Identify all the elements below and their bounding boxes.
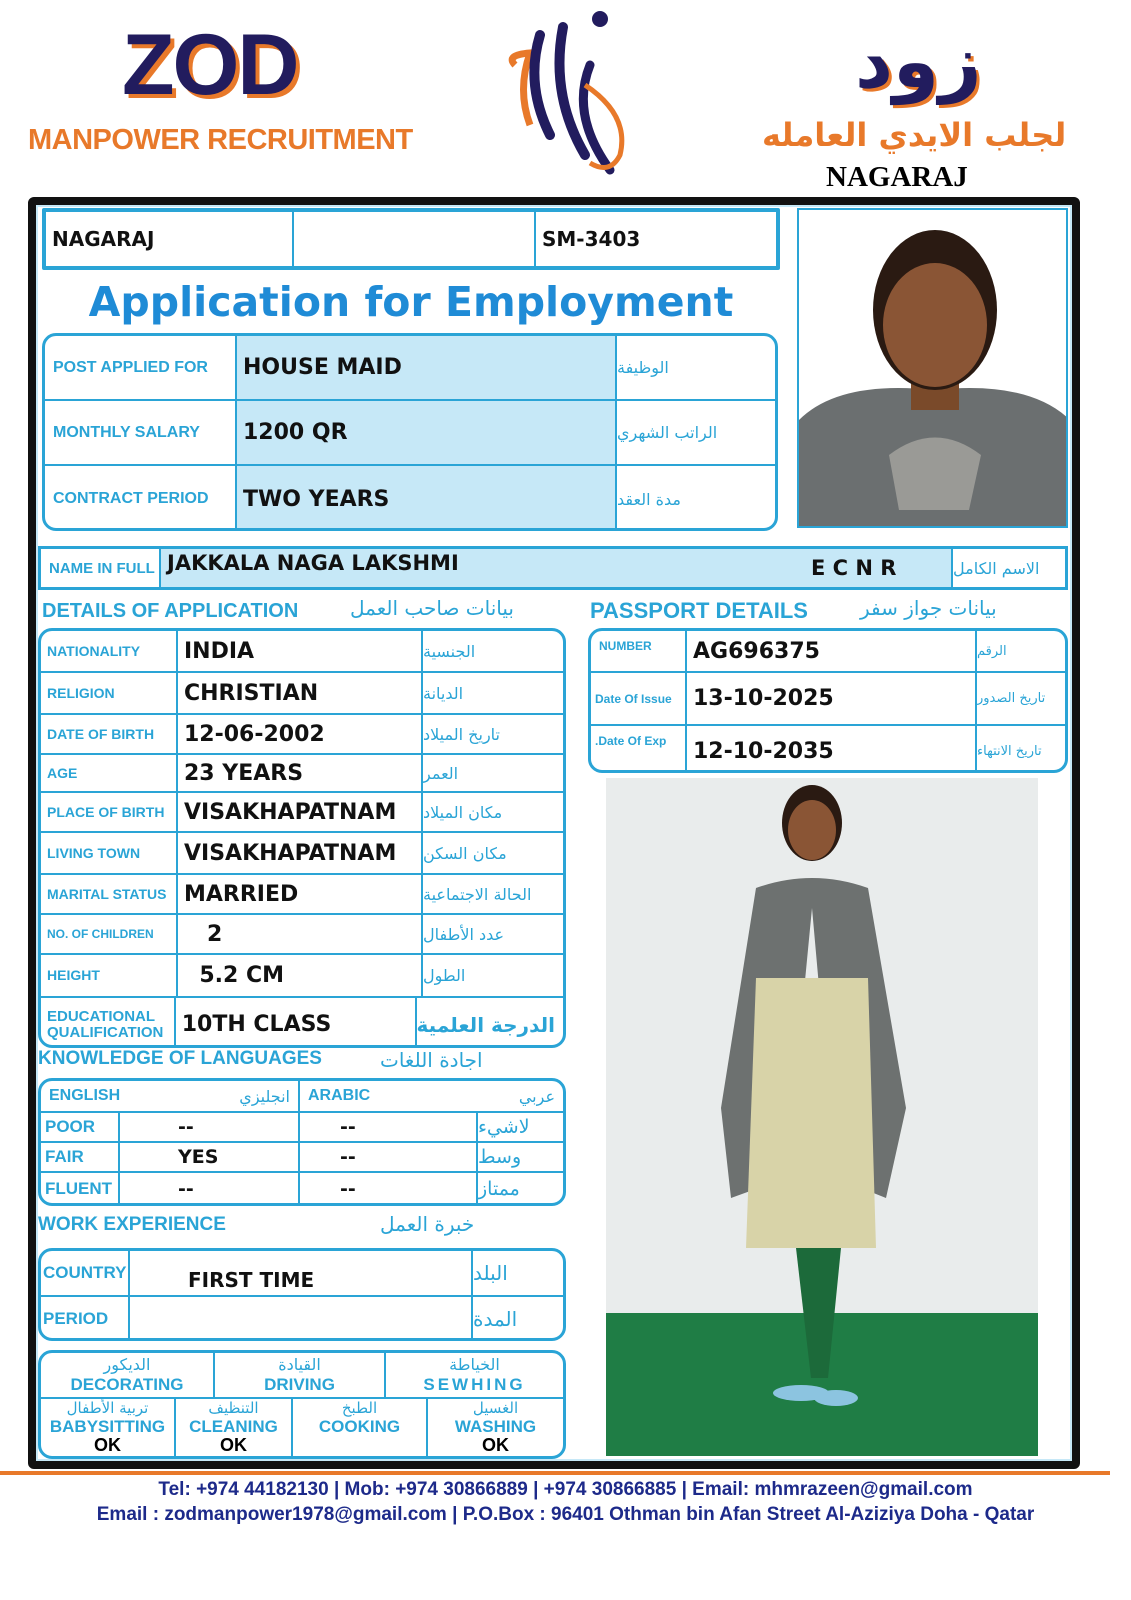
- details-value: 23 YEARS: [178, 755, 423, 791]
- arabic-label: ARABIC: [308, 1087, 371, 1104]
- country-row: [41, 1251, 563, 1297]
- salary-row: [45, 401, 775, 466]
- passport-ar: تاريخ الصدور: [977, 691, 1046, 706]
- work-title: WORK EXPERIENCE: [38, 1214, 226, 1235]
- top-middle: [294, 212, 536, 266]
- work-title-ar: خبرة العمل: [380, 1212, 475, 1236]
- details-label: RELIGION: [41, 673, 178, 713]
- brand-logo-arabic: زود: [855, 19, 982, 105]
- languages-header-row: [41, 1081, 563, 1113]
- details-ar: الحالة الاجتماعية: [423, 884, 532, 904]
- salary-ar: الراتب الشهري: [617, 423, 718, 442]
- salary-value: 1200 QR: [237, 401, 617, 464]
- passport-title: PASSPORT DETAILS: [590, 598, 808, 623]
- details-row: [41, 715, 563, 755]
- skill-value: OK: [482, 1435, 509, 1455]
- skill-label: DECORATING: [70, 1375, 184, 1394]
- post-ar: الوظيفة: [617, 358, 669, 377]
- ecnr-label: E C N R: [811, 556, 897, 580]
- details-value: VISAKHAPATNAM: [178, 833, 423, 873]
- skill-label: BABYSITTING: [49, 1417, 166, 1436]
- language-level-ar: ممتاز: [478, 1178, 520, 1200]
- details-value: 10TH CLASS: [176, 998, 417, 1048]
- country-value: FIRST TIME: [130, 1251, 473, 1295]
- passport-ar: تاريخ الانتهاء: [977, 743, 1042, 759]
- details-value: 2: [178, 915, 423, 953]
- details-row: [41, 875, 563, 915]
- english-level-value: --: [120, 1113, 300, 1141]
- skills-table: [38, 1350, 566, 1459]
- language-row: [41, 1173, 563, 1205]
- language-level-ar: وسط: [478, 1146, 522, 1168]
- details-row: [41, 755, 563, 793]
- passport-value: 13-10-2025: [687, 673, 977, 724]
- contract-row: [45, 466, 775, 531]
- skills-row: [41, 1353, 563, 1399]
- details-label: EDUCATIONAL QUALIFICATION: [41, 998, 176, 1048]
- arabic-ar: عربي: [518, 1086, 555, 1106]
- contract-label: CONTRACT PERIOD: [45, 466, 237, 531]
- contract-ar: مدة العقد: [617, 489, 681, 509]
- arabic-level-value: --: [300, 1143, 478, 1171]
- footer-contact-line1: Tel: +974 44182130 | Mob: +974 30866889 | +974 30866885 | Email: mhmrazeen@gmail.com: [158, 1479, 973, 1500]
- logo-icon: [495, 5, 645, 175]
- top-code: SM-3403: [542, 227, 641, 251]
- passport-table: [588, 628, 1068, 773]
- passport-value: 12-10-2035: [687, 726, 977, 773]
- post-row: [45, 336, 775, 401]
- passport-row: [591, 631, 1065, 673]
- name-ar: الاسم الكامل: [951, 549, 1065, 587]
- language-row: [41, 1113, 563, 1143]
- english-level-value: --: [120, 1173, 300, 1205]
- arabic-level-value: --: [300, 1173, 478, 1205]
- details-row: [41, 631, 563, 673]
- details-value: 12-06-2002: [178, 715, 423, 753]
- english-label: ENGLISH: [49, 1087, 121, 1104]
- name-row: [38, 546, 1068, 590]
- skill-label: WASHING: [454, 1417, 537, 1436]
- details-value: CHRISTIAN: [178, 673, 423, 713]
- passport-label: Date Of Issue: [591, 673, 687, 724]
- english-header: [41, 1081, 300, 1111]
- full-body-photo: [606, 778, 1038, 1456]
- skills-row: [41, 1399, 563, 1456]
- details-ar: الطول: [423, 966, 466, 985]
- details-title: DETAILS OF APPLICATION: [42, 600, 299, 622]
- skill-cell: [293, 1399, 428, 1456]
- top-row: [42, 208, 780, 270]
- details-ar: عدد الأطفال: [423, 924, 505, 944]
- passport-label: NUMBER: [591, 631, 687, 671]
- skill-cell: [386, 1353, 563, 1397]
- skill-ar: تربية الأطفال: [66, 1399, 149, 1417]
- period-row: [41, 1297, 563, 1341]
- skill-ar: القيادة: [278, 1355, 321, 1374]
- details-title-ar: بيانات صاحب العمل: [350, 596, 514, 620]
- details-label: DATE OF BIRTH: [41, 715, 178, 753]
- skill-label: SEWHING: [423, 1375, 526, 1394]
- country-ar: البلد: [473, 1261, 508, 1285]
- details-ar: الدرجة العلمية: [416, 1012, 555, 1037]
- brand-subtitle: MANPOWER RECRUITMENT: [28, 124, 413, 156]
- language-level: FLUENT: [41, 1173, 120, 1205]
- details-value: 5.2 CM: [178, 955, 423, 996]
- details-row: [41, 673, 563, 715]
- passport-row: [591, 726, 1065, 773]
- top-name: NAGARAJ: [46, 212, 294, 266]
- name-label: NAME IN FULL: [41, 549, 161, 587]
- language-level-ar: لاشيء: [478, 1116, 530, 1138]
- brand-logo-text: ZOD: [122, 17, 298, 113]
- portrait-photo: [797, 208, 1068, 528]
- skill-value: OK: [94, 1435, 121, 1455]
- skill-label: DRIVING: [264, 1375, 335, 1394]
- details-label: AGE: [41, 755, 178, 791]
- details-row: [41, 998, 563, 1048]
- english-level-value: YES: [120, 1143, 300, 1171]
- details-label: PLACE OF BIRTH: [41, 793, 178, 831]
- passport-label: .Date Of Exp: [591, 726, 687, 773]
- details-value: MARRIED: [178, 875, 423, 913]
- passport-row: [591, 673, 1065, 726]
- language-row: [41, 1143, 563, 1173]
- country-label: COUNTRY: [41, 1251, 130, 1295]
- details-row: [41, 793, 563, 833]
- details-label: LIVING TOWN: [41, 833, 178, 873]
- skill-ar: التنظيف: [208, 1399, 259, 1417]
- details-row: [41, 833, 563, 875]
- english-ar: انجليزي: [239, 1086, 290, 1106]
- languages-title: KNOWLEDGE OF LANGUAGES: [38, 1048, 322, 1069]
- salary-label: MONTHLY SALARY: [45, 401, 237, 464]
- details-label: NATIONALITY: [41, 631, 178, 671]
- brand-subtitle-arabic: لجلب الايدي العامله: [762, 116, 1067, 154]
- skill-cell: [41, 1399, 176, 1456]
- details-label: HEIGHT: [41, 955, 178, 996]
- skill-ar: الخياطة: [449, 1355, 500, 1374]
- language-level: FAIR: [41, 1143, 120, 1171]
- period-value: [130, 1297, 473, 1341]
- form-title: Application for Employment: [88, 278, 734, 326]
- skill-cell: [215, 1353, 386, 1397]
- name-value: JAKKALA NAGA LAKSHMI: [167, 551, 459, 575]
- details-ar: مكان الميلاد: [423, 802, 503, 822]
- details-ar: العمر: [423, 763, 459, 783]
- skill-value: OK: [220, 1435, 247, 1455]
- languages-title-ar: اجادة اللغات: [380, 1048, 483, 1072]
- arabic-level-value: --: [300, 1113, 478, 1141]
- skill-ar: الغسيل: [472, 1399, 519, 1417]
- details-value: INDIA: [178, 631, 423, 671]
- details-value: VISAKHAPATNAM: [178, 793, 423, 831]
- work-table: [38, 1248, 566, 1341]
- post-value: HOUSE MAID: [237, 336, 617, 399]
- passport-value: AG696375: [687, 631, 977, 671]
- footer-contact-line2: Email : zodmanpower1978@gmail.com | P.O.Box : 96401 Othman bin Afan Street Al-Aziziya Doha - Qatar: [96, 1504, 1035, 1525]
- skill-cell: [428, 1399, 563, 1456]
- skill-ar: الديكور: [103, 1355, 151, 1374]
- agent-name: NAGARAJ: [826, 161, 968, 193]
- contract-value: TWO YEARS: [237, 466, 617, 531]
- details-row: [41, 955, 563, 998]
- details-ar: مكان السكن: [423, 843, 507, 863]
- details-ar: الجنسية: [423, 641, 476, 661]
- passport-ar: الرقم: [977, 643, 1007, 659]
- post-label: POST APPLIED FOR: [45, 336, 237, 399]
- period-ar: المدة: [473, 1307, 518, 1331]
- details-label: MARITAL STATUS: [41, 875, 178, 913]
- language-level: POOR: [41, 1113, 120, 1141]
- details-ar: تاريخ الميلاد: [423, 724, 500, 744]
- passport-title-ar: بيانات جواز سفر: [860, 596, 997, 620]
- skill-cell: [176, 1399, 293, 1456]
- post-table: [42, 333, 778, 531]
- skill-cell: [41, 1353, 215, 1397]
- details-row: [41, 915, 563, 955]
- skill-label: COOKING: [318, 1417, 401, 1436]
- skill-label: CLEANING: [189, 1417, 278, 1436]
- period-label: PERIOD: [41, 1297, 130, 1341]
- languages-table: [38, 1078, 566, 1206]
- details-label: NO. OF CHILDREN: [41, 915, 178, 953]
- arabic-header: [300, 1081, 563, 1111]
- skill-ar: الطبخ: [341, 1399, 378, 1417]
- details-ar: الديانة: [423, 683, 464, 703]
- details-table: [38, 628, 566, 1048]
- footer-divider: [0, 1471, 1110, 1475]
